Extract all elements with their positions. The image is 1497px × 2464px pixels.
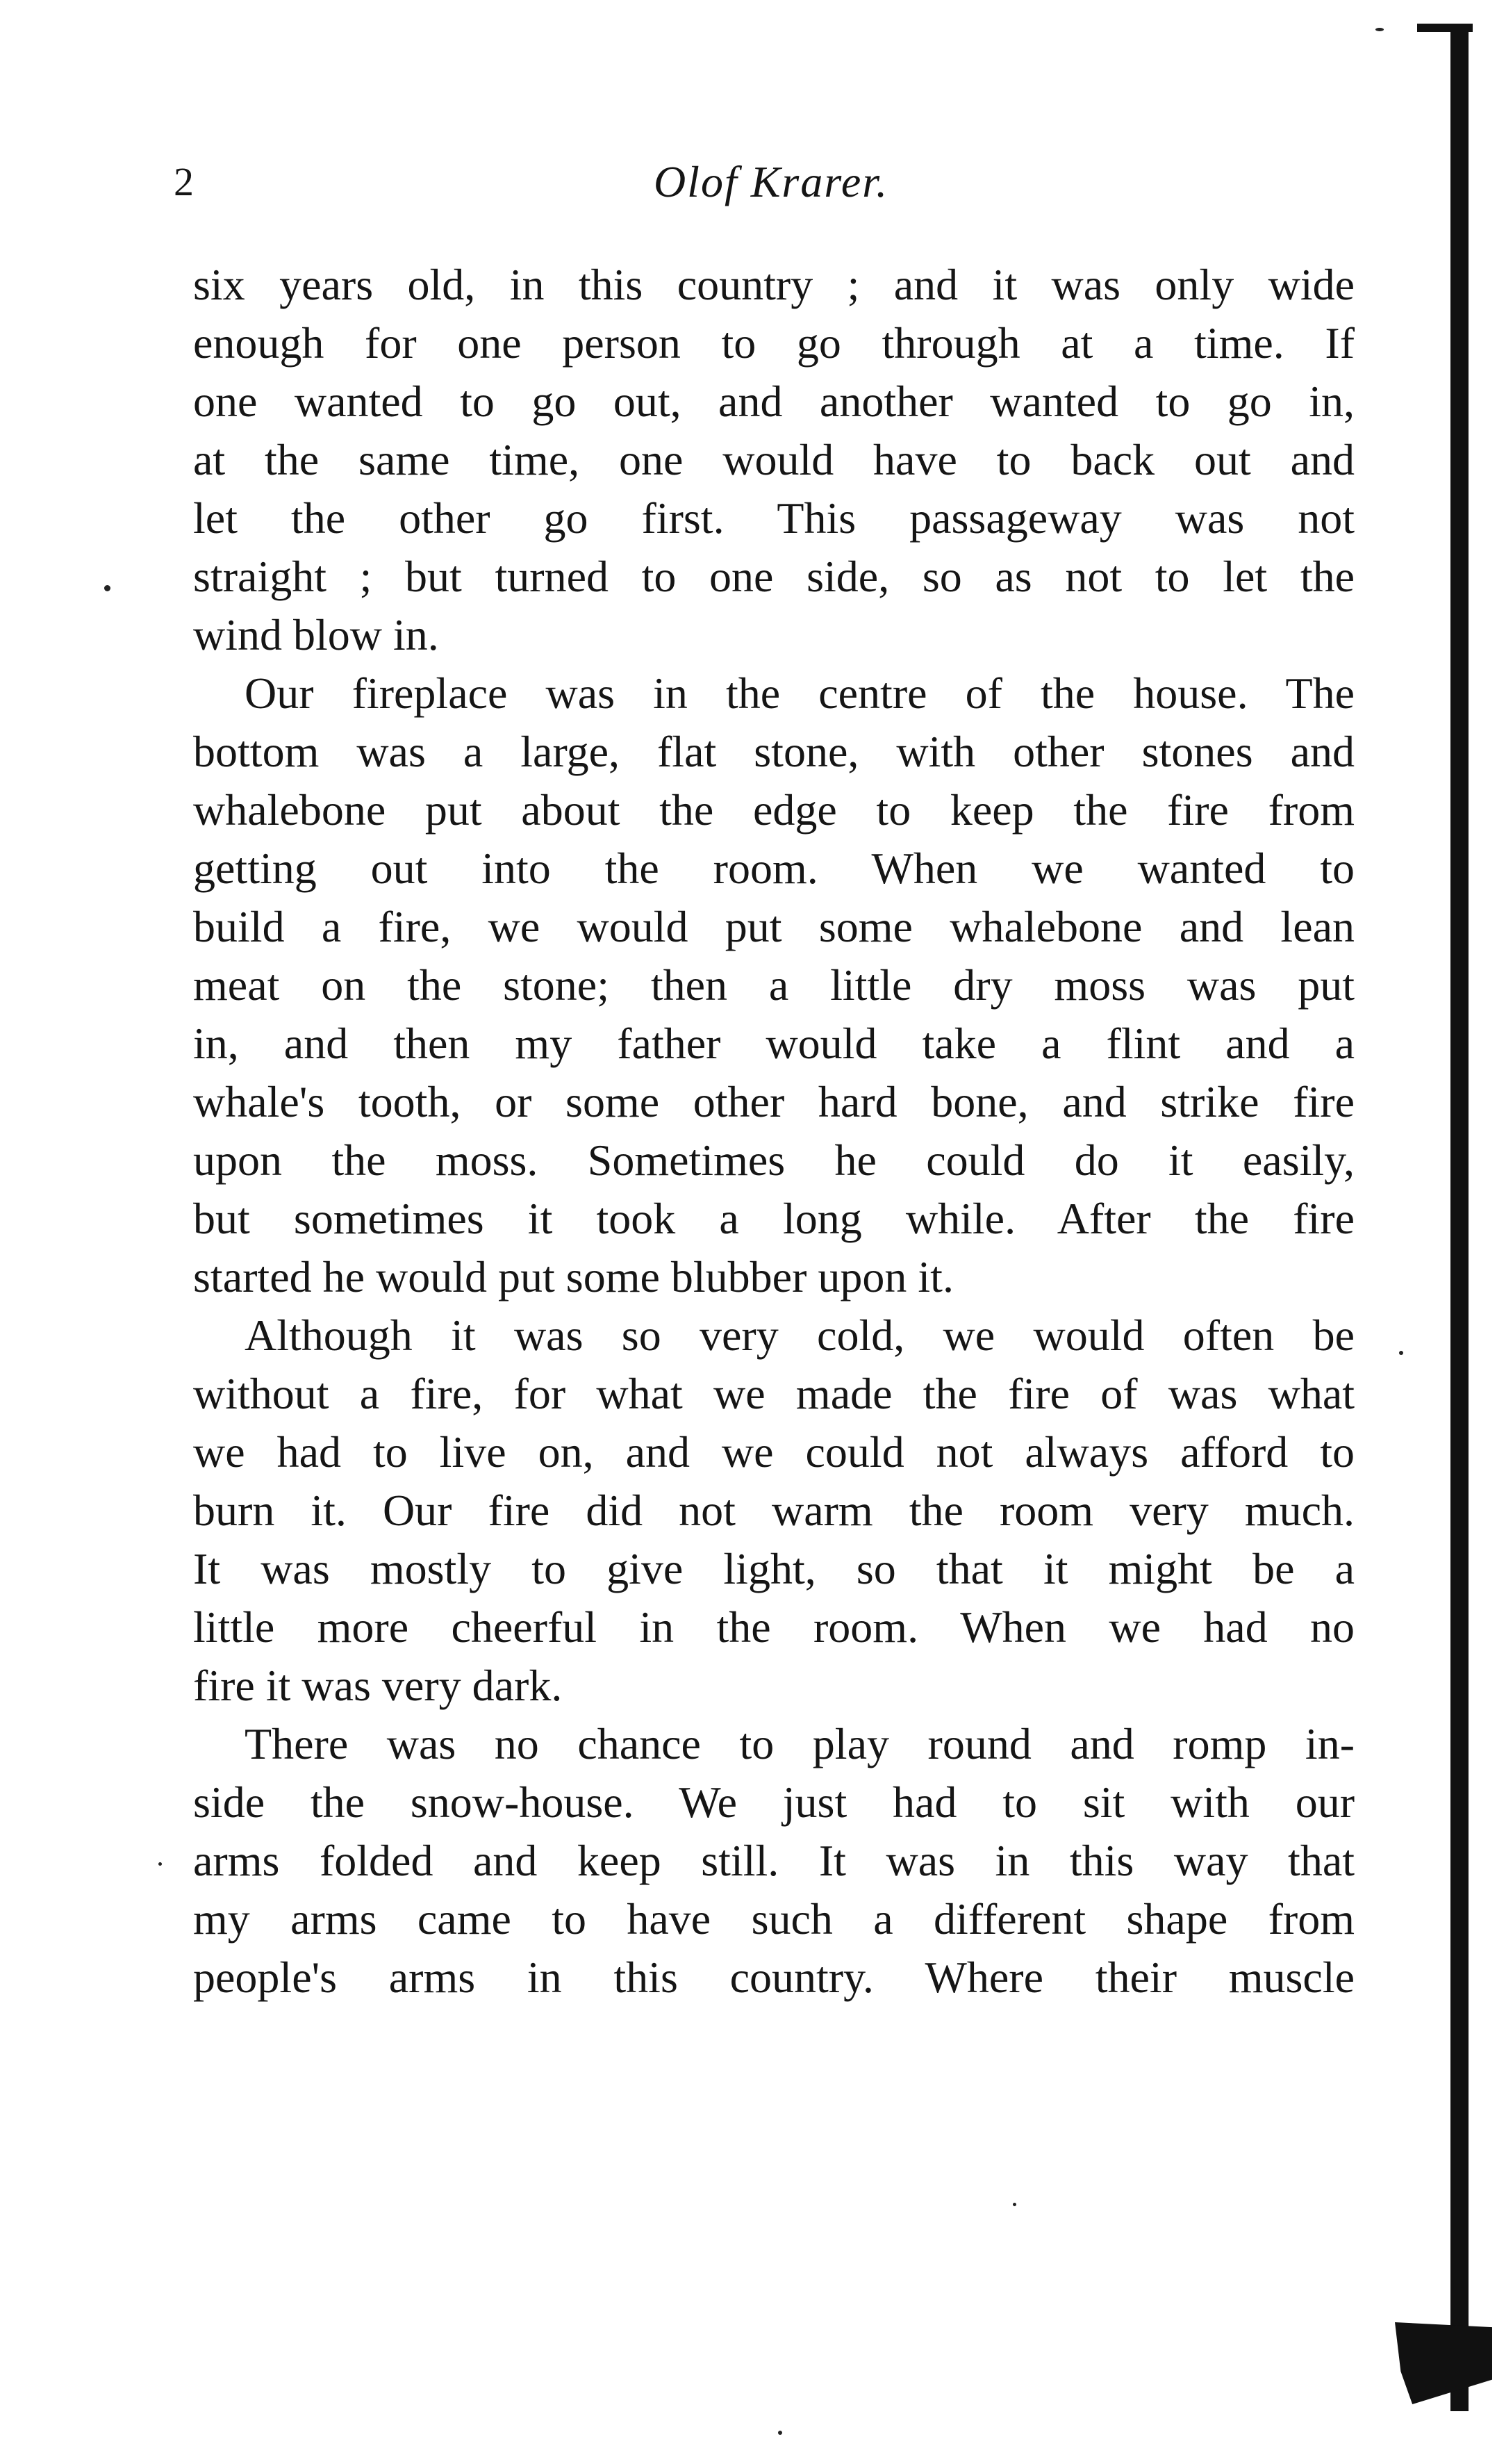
text-line: at the same time, one would have to back out and <box>193 435 1355 484</box>
text-line: my arms came to have such a different shape from <box>193 1894 1355 1944</box>
text-line: enough for one person to go through at a time. If <box>193 318 1355 368</box>
running-title: Olof Krarer. <box>653 157 889 206</box>
text-line: There was no chance to play round and romp in- <box>245 1719 1355 1768</box>
text-line: bottom was a large, flat stone, with other stones and <box>193 727 1355 776</box>
scan-speck <box>104 585 110 591</box>
text-line: fire it was very dark. <box>193 1661 563 1710</box>
text-line: wind blow in. <box>193 610 439 659</box>
text-line: side the snow-house. We just had to sit with our <box>193 1777 1355 1827</box>
binding-edge-foot <box>1395 2322 1492 2404</box>
text-line: Although it was so very cold, we would often be <box>245 1311 1355 1360</box>
text-line: little more cheerful in the room. When we had no <box>193 1602 1355 1652</box>
text-line: started he would put some blubber upon it. <box>193 1252 954 1301</box>
text-line: whalebone put about the edge to keep the fire from <box>193 785 1355 835</box>
text-line: without a fire, for what we made the fire of was what <box>193 1369 1355 1418</box>
scan-speck <box>1399 1351 1403 1355</box>
running-header <box>174 154 1368 210</box>
text-line: burn it. Our fire did not warm the room very much. <box>193 1486 1355 1535</box>
text-line: It was mostly to give light, so that it might be a <box>193 1544 1355 1593</box>
paragraph <box>193 664 1355 1306</box>
paragraph <box>193 1715 1355 2007</box>
paragraph <box>193 1306 1355 1715</box>
paragraph <box>193 256 1355 664</box>
page-number: 2 <box>174 159 194 204</box>
text-line: straight ; but turned to one side, so as not to let the <box>193 552 1355 601</box>
text-line: let the other go first. This passageway was not <box>193 493 1355 543</box>
scan-speck <box>1013 2203 1016 2206</box>
text-line: arms folded and keep still. It was in this way that <box>193 1836 1355 1885</box>
text-line: meat on the stone; then a little dry moss was put <box>193 960 1355 1010</box>
text-line: Our fireplace was in the centre of the house. The <box>245 668 1355 718</box>
body-text <box>193 256 1355 2007</box>
text-line: six years old, in this country ; and it was only wide <box>193 260 1355 309</box>
scan-speck <box>1375 28 1384 31</box>
text-line: upon the moss. Sometimes he could do it easily, <box>193 1135 1355 1185</box>
scan-speck <box>158 1862 162 1866</box>
text-line: people's arms in this country. Where their muscle <box>193 1953 1355 2002</box>
text-line: whale's tooth, or some other hard bone, and strike fire <box>193 1077 1355 1126</box>
text-line: in, and then my father would take a flint and a <box>193 1019 1355 1068</box>
text-line: but sometimes it took a long while. After the fire <box>193 1194 1355 1243</box>
scan-speck <box>778 2431 782 2435</box>
text-line: we had to live on, and we could not always afford to <box>193 1427 1355 1477</box>
text-line: getting out into the room. When we wanted to <box>193 844 1355 893</box>
text-line: one wanted to go out, and another wanted to go in, <box>193 377 1355 426</box>
binding-edge-bar <box>1450 28 1469 2411</box>
text-line: build a fire, we would put some whalebone and lean <box>193 902 1355 951</box>
